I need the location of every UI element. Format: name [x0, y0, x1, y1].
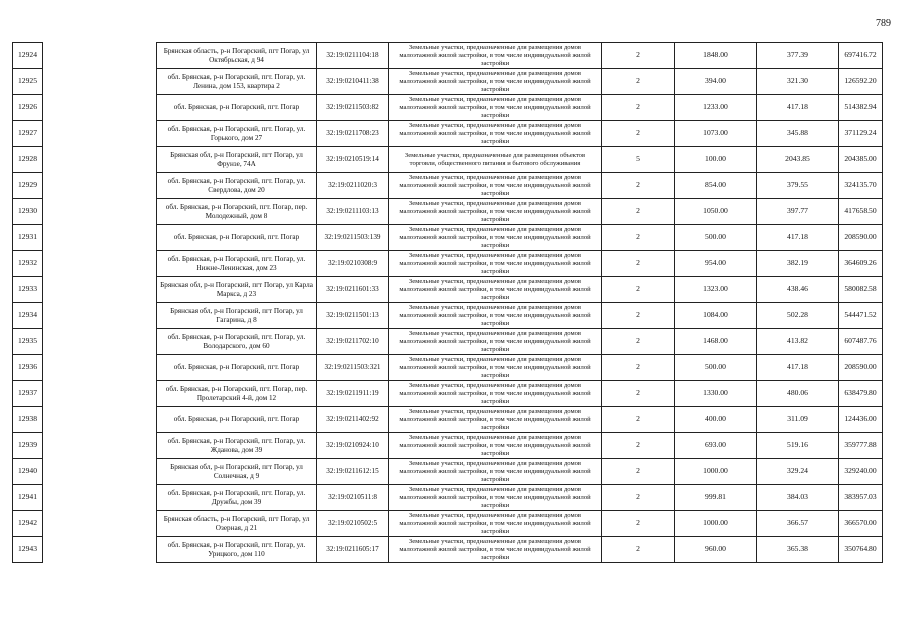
group-number-cell: 2 — [602, 459, 675, 485]
table-row — [13, 121, 883, 147]
cadastral-value-cell: 580082.58 — [839, 277, 883, 303]
area-cell: 400.00 — [675, 407, 757, 433]
cadastral-number-cell: 32:19:0210308:9 — [317, 251, 389, 277]
specific-cost-cell: 480.06 — [757, 381, 839, 407]
address-cell: обл. Брянская, р-н Погарский, пгт. Погар — [157, 95, 317, 121]
address-cell: обл. Брянская, р-н Погарский, пгт. Погар, ул. Жданова, дом 39 — [157, 433, 317, 459]
row-number: 12933 — [13, 277, 43, 303]
group-number-cell: 2 — [602, 69, 675, 95]
land-use-cell: Земельные участки, предназначенные для размещения домов малоэтажной жилой застройки, в том числе индивидуальной жилой застройки — [389, 511, 602, 537]
specific-cost-cell: 502.28 — [757, 303, 839, 329]
row-number: 12926 — [13, 95, 43, 121]
spacer — [43, 303, 157, 329]
land-use-cell: Земельные участки, предназначенные для размещения домов малоэтажной жилой застройки, в том числе индивидуальной жилой застройки — [389, 485, 602, 511]
table-row — [13, 537, 883, 563]
table-row — [13, 303, 883, 329]
area-cell: 1233.00 — [675, 95, 757, 121]
table-row — [13, 251, 883, 277]
row-number: 12939 — [13, 433, 43, 459]
table-row — [13, 329, 883, 355]
area-cell: 854.00 — [675, 173, 757, 199]
cadastral-number-cell: 32:19:0211501:13 — [317, 303, 389, 329]
cadastral-number-cell: 32:19:0211503:82 — [317, 95, 389, 121]
area-cell: 1084.00 — [675, 303, 757, 329]
row-number: 12932 — [13, 251, 43, 277]
address-cell: обл. Брянская, р-н Погарский, пгт. Погар, ул. Ленина, дом 153, квартира 2 — [157, 69, 317, 95]
cadastral-number-cell: 32:19:0210924:10 — [317, 433, 389, 459]
cadastral-value-cell: 514382.94 — [839, 95, 883, 121]
spacer — [43, 121, 157, 147]
row-number: 12937 — [13, 381, 43, 407]
specific-cost-cell: 377.39 — [757, 43, 839, 69]
row-number: 12929 — [13, 173, 43, 199]
land-use-cell: Земельные участки, предназначенные для размещения домов малоэтажной жилой застройки, в том числе индивидуальной жилой застройки — [389, 407, 602, 433]
specific-cost-cell: 417.18 — [757, 95, 839, 121]
land-use-cell: Земельные участки, предназначенные для размещения домов малоэтажной жилой застройки, в том числе индивидуальной жилой застройки — [389, 43, 602, 69]
group-number-cell: 2 — [602, 173, 675, 199]
cadastral-value-cell: 364609.26 — [839, 251, 883, 277]
cadastral-number-cell: 32:19:0210519:14 — [317, 147, 389, 173]
spacer — [43, 537, 157, 563]
land-use-cell: Земельные участки, предназначенные для размещения домов малоэтажной жилой застройки, в том числе индивидуальной жилой застройки — [389, 225, 602, 251]
cadastral-value-cell: 324135.70 — [839, 173, 883, 199]
spacer — [43, 173, 157, 199]
spacer — [43, 329, 157, 355]
spacer — [43, 485, 157, 511]
spacer — [43, 199, 157, 225]
specific-cost-cell: 379.55 — [757, 173, 839, 199]
cadastral-number-cell: 32:19:0211503:139 — [317, 225, 389, 251]
specific-cost-cell: 519.16 — [757, 433, 839, 459]
specific-cost-cell: 311.09 — [757, 407, 839, 433]
cadastral-number-cell: 32:19:0210511:8 — [317, 485, 389, 511]
area-cell: 999.81 — [675, 485, 757, 511]
cadastral-value-cell: 359777.88 — [839, 433, 883, 459]
table-row — [13, 95, 883, 121]
cadastral-value-cell: 366570.00 — [839, 511, 883, 537]
land-use-cell: Земельные участки, предназначенные для размещения домов малоэтажной жилой застройки, в том числе индивидуальной жилой застройки — [389, 329, 602, 355]
group-number-cell: 2 — [602, 277, 675, 303]
cadastral-number-cell: 32:19:0211103:13 — [317, 199, 389, 225]
land-use-cell: Земельные участки, предназначенные для размещения домов малоэтажной жилой застройки, в том числе индивидуальной жилой застройки — [389, 537, 602, 563]
area-cell: 1468.00 — [675, 329, 757, 355]
cadastral-number-cell: 32:19:0211708:23 — [317, 121, 389, 147]
address-cell: обл. Брянская, р-н Погарский, пгт. Погар, пер. Пролетарский 4-й, дом 12 — [157, 381, 317, 407]
cadastral-value-cell: 371129.24 — [839, 121, 883, 147]
land-use-cell: Земельные участки, предназначенные для размещения объектов торговли, общественного питания и бытового обслуживания — [389, 147, 602, 173]
land-use-cell: Земельные участки, предназначенные для размещения домов малоэтажной жилой застройки, в том числе индивидуальной жилой застройки — [389, 303, 602, 329]
specific-cost-cell: 438.46 — [757, 277, 839, 303]
area-cell: 1330.00 — [675, 381, 757, 407]
address-cell: обл. Брянская, р-н Погарский, пгт. Погар — [157, 407, 317, 433]
row-number: 12938 — [13, 407, 43, 433]
cadastral-value-cell: 208590.00 — [839, 355, 883, 381]
specific-cost-cell: 417.18 — [757, 225, 839, 251]
table-row — [13, 173, 883, 199]
specific-cost-cell: 345.88 — [757, 121, 839, 147]
address-cell: обл. Брянская, р-н Погарский, пгт. Погар, ул. Урицкого, дом 110 — [157, 537, 317, 563]
area-cell: 1000.00 — [675, 459, 757, 485]
specific-cost-cell: 329.24 — [757, 459, 839, 485]
area-cell: 1050.00 — [675, 199, 757, 225]
land-use-cell: Земельные участки, предназначенные для размещения домов малоэтажной жилой застройки, в том числе индивидуальной жилой застройки — [389, 69, 602, 95]
group-number-cell: 2 — [602, 355, 675, 381]
address-cell: Брянская область, р-н Погарский, пгт Погар, ул Октябрьская, д 94 — [157, 43, 317, 69]
specific-cost-cell: 382.19 — [757, 251, 839, 277]
group-number-cell: 2 — [602, 433, 675, 459]
area-cell: 693.00 — [675, 433, 757, 459]
land-use-cell: Земельные участки, предназначенные для размещения домов малоэтажной жилой застройки, в том числе индивидуальной жилой застройки — [389, 433, 602, 459]
address-cell: обл. Брянская, р-н Погарский, пгт. Погар, пер. Молодежный, дом 8 — [157, 199, 317, 225]
address-cell: обл. Брянская, р-н Погарский, пгт. Погар, ул. Володарского, дом 60 — [157, 329, 317, 355]
group-number-cell: 2 — [602, 381, 675, 407]
cadastral-number-cell: 32:19:0211612:15 — [317, 459, 389, 485]
spacer — [43, 95, 157, 121]
cadastral-value-cell: 383957.03 — [839, 485, 883, 511]
area-cell: 100.00 — [675, 147, 757, 173]
area-cell: 394.00 — [675, 69, 757, 95]
specific-cost-cell: 397.77 — [757, 199, 839, 225]
cadastral-value-cell: 638479.80 — [839, 381, 883, 407]
specific-cost-cell: 321.30 — [757, 69, 839, 95]
cadastral-value-cell: 607487.76 — [839, 329, 883, 355]
address-cell: обл. Брянская, р-н Погарский, пгт. Погар — [157, 355, 317, 381]
row-number: 12935 — [13, 329, 43, 355]
specific-cost-cell: 365.38 — [757, 537, 839, 563]
address-cell: Брянская область, р-н Погарский, пгт Погар, ул Озерная, д 21 — [157, 511, 317, 537]
group-number-cell: 2 — [602, 251, 675, 277]
table-row — [13, 69, 883, 95]
cadastral-value-cell: 544471.52 — [839, 303, 883, 329]
group-number-cell: 2 — [602, 485, 675, 511]
group-number-cell: 2 — [602, 225, 675, 251]
area-cell: 500.00 — [675, 355, 757, 381]
cadastral-number-cell: 32:19:0210502:5 — [317, 511, 389, 537]
cadastral-number-cell: 32:19:0211503:321 — [317, 355, 389, 381]
spacer — [43, 147, 157, 173]
cadastral-number-cell: 32:19:0211402:92 — [317, 407, 389, 433]
spacer — [43, 511, 157, 537]
spacer — [43, 433, 157, 459]
specific-cost-cell: 2043.85 — [757, 147, 839, 173]
address-cell: Брянская обл, р-н Погарский, пгт Погар, ул Солнечная, д 9 — [157, 459, 317, 485]
table-row — [13, 43, 883, 69]
address-cell: Брянская обл, р-н Погарский, пгт Погар, ул Фрунзе, 74А — [157, 147, 317, 173]
cadastral-value-cell: 208590.00 — [839, 225, 883, 251]
spacer — [43, 69, 157, 95]
cadastral-value-cell: 329240.00 — [839, 459, 883, 485]
row-number: 12928 — [13, 147, 43, 173]
specific-cost-cell: 384.03 — [757, 485, 839, 511]
row-number: 12931 — [13, 225, 43, 251]
row-number: 12927 — [13, 121, 43, 147]
address-cell: Брянская обл, р-н Погарский, пгт Погар, ул Гагарина, д 8 — [157, 303, 317, 329]
land-use-cell: Земельные участки, предназначенные для размещения домов малоэтажной жилой застройки, в том числе индивидуальной жилой застройки — [389, 251, 602, 277]
cadastral-value-cell: 417658.50 — [839, 199, 883, 225]
row-number: 12936 — [13, 355, 43, 381]
specific-cost-cell: 413.82 — [757, 329, 839, 355]
row-number: 12925 — [13, 69, 43, 95]
cadastral-number-cell: 32:19:0211702:10 — [317, 329, 389, 355]
cadastral-value-cell: 204385.00 — [839, 147, 883, 173]
row-number: 12940 — [13, 459, 43, 485]
table-row — [13, 433, 883, 459]
row-number: 12943 — [13, 537, 43, 563]
group-number-cell: 2 — [602, 511, 675, 537]
table-row — [13, 381, 883, 407]
row-number: 12941 — [13, 485, 43, 511]
area-cell: 1323.00 — [675, 277, 757, 303]
table-row — [13, 459, 883, 485]
specific-cost-cell: 417.18 — [757, 355, 839, 381]
cadastral-number-cell: 32:19:0211605:17 — [317, 537, 389, 563]
area-cell: 954.00 — [675, 251, 757, 277]
group-number-cell: 5 — [602, 147, 675, 173]
specific-cost-cell: 366.57 — [757, 511, 839, 537]
table-row — [13, 277, 883, 303]
table-row — [13, 407, 883, 433]
spacer — [43, 407, 157, 433]
spacer — [43, 381, 157, 407]
cadastral-value-cell: 697416.72 — [839, 43, 883, 69]
land-use-cell: Земельные участки, предназначенные для размещения домов малоэтажной жилой застройки, в том числе индивидуальной жилой застройки — [389, 355, 602, 381]
land-use-cell: Земельные участки, предназначенные для размещения домов малоэтажной жилой застройки, в том числе индивидуальной жилой застройки — [389, 199, 602, 225]
area-cell: 960.00 — [675, 537, 757, 563]
address-cell: обл. Брянская, р-н Погарский, пгт. Погар, ул. Дружбы, дом 39 — [157, 485, 317, 511]
land-use-cell: Земельные участки, предназначенные для размещения домов малоэтажной жилой застройки, в том числе индивидуальной жилой застройки — [389, 381, 602, 407]
table-row — [13, 199, 883, 225]
address-cell: обл. Брянская, р-н Погарский, пгт. Погар — [157, 225, 317, 251]
land-use-cell: Земельные участки, предназначенные для размещения домов малоэтажной жилой застройки, в том числе индивидуальной жилой застройки — [389, 459, 602, 485]
row-number: 12942 — [13, 511, 43, 537]
cadastral-value-table — [12, 42, 883, 563]
group-number-cell: 2 — [602, 303, 675, 329]
group-number-cell: 2 — [602, 537, 675, 563]
land-use-cell: Земельные участки, предназначенные для размещения домов малоэтажной жилой застройки, в том числе индивидуальной жилой застройки — [389, 173, 602, 199]
group-number-cell: 2 — [602, 95, 675, 121]
group-number-cell: 2 — [602, 43, 675, 69]
row-number: 12924 — [13, 43, 43, 69]
cadastral-number-cell: 32:19:0211020:3 — [317, 173, 389, 199]
table-row — [13, 147, 883, 173]
cadastral-value-cell: 124436.00 — [839, 407, 883, 433]
cadastral-number-cell: 32:19:0210411:38 — [317, 69, 389, 95]
area-cell: 1848.00 — [675, 43, 757, 69]
spacer — [43, 355, 157, 381]
table-row — [13, 225, 883, 251]
land-use-cell: Земельные участки, предназначенные для размещения домов малоэтажной жилой застройки, в том числе индивидуальной жилой застройки — [389, 121, 602, 147]
area-cell: 1000.00 — [675, 511, 757, 537]
spacer — [43, 43, 157, 69]
land-use-cell: Земельные участки, предназначенные для размещения домов малоэтажной жилой застройки, в том числе индивидуальной жилой застройки — [389, 277, 602, 303]
address-cell: обл. Брянская, р-н Погарский, пгт. Погар, ул. Свердлова, дом 20 — [157, 173, 317, 199]
group-number-cell: 2 — [602, 407, 675, 433]
page-number: 789 — [876, 18, 891, 29]
cadastral-number-cell: 32:19:0211911:19 — [317, 381, 389, 407]
cadastral-value-cell: 350764.80 — [839, 537, 883, 563]
address-cell: обл. Брянская, р-н Погарский, пгт. Погар, ул. Горького, дом 27 — [157, 121, 317, 147]
group-number-cell: 2 — [602, 199, 675, 225]
address-cell: обл. Брянская, р-н Погарский, пгт. Погар, ул. Нижне-Ленинская, дом 23 — [157, 251, 317, 277]
area-cell: 500.00 — [675, 225, 757, 251]
row-number: 12934 — [13, 303, 43, 329]
spacer — [43, 251, 157, 277]
group-number-cell: 2 — [602, 121, 675, 147]
area-cell: 1073.00 — [675, 121, 757, 147]
table-row — [13, 485, 883, 511]
cadastral-number-cell: 32:19:0211601:33 — [317, 277, 389, 303]
group-number-cell: 2 — [602, 329, 675, 355]
table-row — [13, 511, 883, 537]
address-cell: Брянская обл, р-н Погарский, пгт Погар, ул Карла Маркса, д 23 — [157, 277, 317, 303]
land-use-cell: Земельные участки, предназначенные для размещения домов малоэтажной жилой застройки, в том числе индивидуальной жилой застройки — [389, 95, 602, 121]
row-number: 12930 — [13, 199, 43, 225]
spacer — [43, 459, 157, 485]
table-row — [13, 355, 883, 381]
spacer — [43, 225, 157, 251]
cadastral-value-cell: 126592.20 — [839, 69, 883, 95]
cadastral-number-cell: 32:19:0211104:18 — [317, 43, 389, 69]
spacer — [43, 277, 157, 303]
